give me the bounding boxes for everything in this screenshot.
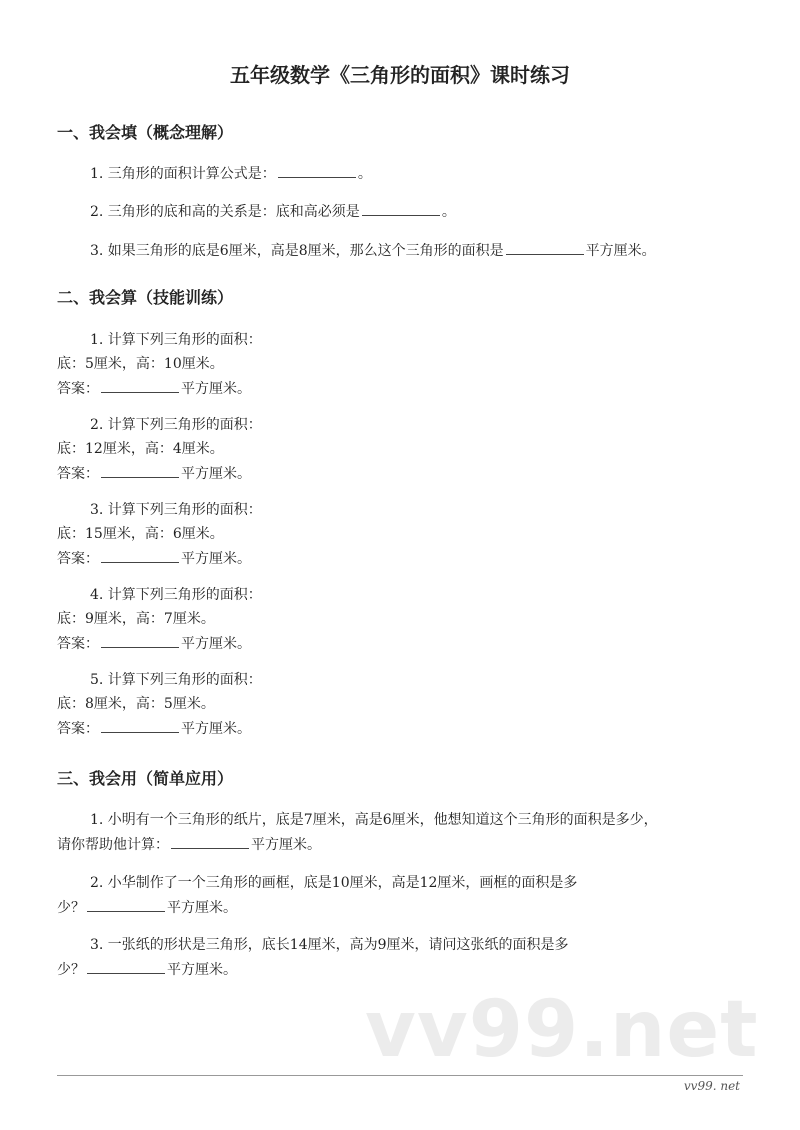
- question-suffix: 。: [357, 166, 372, 182]
- question-text: 少？: [57, 900, 85, 916]
- answer-blank[interactable]: [101, 378, 179, 393]
- application-answer-line: [57, 959, 237, 980]
- section3-heading: 三、我会用（简单应用）: [57, 769, 234, 788]
- answer-blank[interactable]: [101, 718, 179, 733]
- calc-answer-line: [57, 633, 251, 654]
- calc-answer-line: [57, 548, 251, 569]
- answer-unit: 平方厘米。: [181, 466, 251, 482]
- answer-label: 答案：: [57, 381, 99, 397]
- question-text: 1. 三角形的面积计算公式是：: [90, 166, 276, 182]
- fill-question-1: [90, 163, 372, 184]
- answer-label: 答案：: [57, 466, 99, 482]
- application-answer-line: [57, 834, 321, 855]
- calc-answer-line: [57, 718, 251, 739]
- application-question: 2. 小华制作了一个三角形的画框，底是10厘米，高是12厘米，画框的面积是多: [90, 875, 578, 891]
- watermark: vv99.net: [365, 985, 759, 1075]
- calc-answer-line: [57, 378, 251, 399]
- answer-label: 答案：: [57, 551, 99, 567]
- calc-question-dimensions: 底：15厘米，高：6厘米。: [57, 526, 224, 542]
- calc-question-dimensions: 底：9厘米，高：7厘米。: [57, 611, 215, 627]
- section1-heading: 一、我会填（概念理解）: [57, 123, 234, 142]
- calc-question-dimensions: 底：5厘米，高：10厘米。: [57, 356, 224, 372]
- calc-question-prompt: 4. 计算下列三角形的面积：: [90, 587, 262, 603]
- calc-answer-line: [57, 463, 251, 484]
- answer-blank[interactable]: [87, 959, 165, 974]
- question-text: 请你帮助他计算：: [57, 837, 169, 853]
- application-question: 3. 一张纸的形状是三角形，底长14厘米，高为9厘米，请问这张纸的面积是多: [90, 937, 569, 953]
- calc-question-prompt: 1. 计算下列三角形的面积：: [90, 332, 262, 348]
- fill-question-3: [90, 240, 656, 261]
- answer-blank[interactable]: [278, 163, 356, 178]
- question-text: 3. 如果三角形的底是6厘米，高是8厘米，那么这个三角形的面积是: [90, 243, 504, 259]
- answer-label: 答案：: [57, 636, 99, 652]
- answer-unit: 平方厘米。: [181, 381, 251, 397]
- question-suffix: 。: [441, 204, 456, 220]
- answer-blank[interactable]: [171, 834, 249, 849]
- question-text: 2. 三角形的底和高的关系是：底和高必须是: [90, 204, 360, 220]
- page-title: 五年级数学《三角形的面积》课时练习: [230, 63, 570, 87]
- answer-unit: 平方厘米。: [181, 721, 251, 737]
- answer-unit: 平方厘米。: [167, 962, 237, 978]
- footer-text: vv99. net: [683, 1079, 740, 1093]
- answer-blank[interactable]: [362, 201, 440, 216]
- answer-blank[interactable]: [506, 240, 584, 255]
- calc-question-prompt: 5. 计算下列三角形的面积：: [90, 672, 262, 688]
- answer-unit: 平方厘米。: [181, 551, 251, 567]
- section2-heading: 二、我会算（技能训练）: [57, 288, 234, 307]
- fill-question-2: [90, 201, 456, 222]
- calc-question-prompt: 2. 计算下列三角形的面积：: [90, 417, 262, 433]
- calc-question-prompt: 3. 计算下列三角形的面积：: [90, 502, 262, 518]
- application-answer-line: [57, 897, 237, 918]
- answer-unit: 平方厘米。: [167, 900, 237, 916]
- answer-blank[interactable]: [101, 463, 179, 478]
- answer-unit: 平方厘米。: [181, 636, 251, 652]
- question-suffix: 平方厘米。: [585, 243, 656, 259]
- answer-blank[interactable]: [101, 633, 179, 648]
- answer-label: 答案：: [57, 721, 99, 737]
- calc-question-dimensions: 底：8厘米，高：5厘米。: [57, 696, 215, 712]
- question-text: 少？: [57, 962, 85, 978]
- calc-question-dimensions: 底：12厘米，高：4厘米。: [57, 441, 224, 457]
- footer-rule: [57, 1075, 743, 1076]
- answer-unit: 平方厘米。: [251, 837, 321, 853]
- answer-blank[interactable]: [101, 548, 179, 563]
- application-question: 1. 小明有一个三角形的纸片，底是7厘米，高是6厘米，他想知道这个三角形的面积是多少，: [90, 812, 658, 828]
- answer-blank[interactable]: [87, 897, 165, 912]
